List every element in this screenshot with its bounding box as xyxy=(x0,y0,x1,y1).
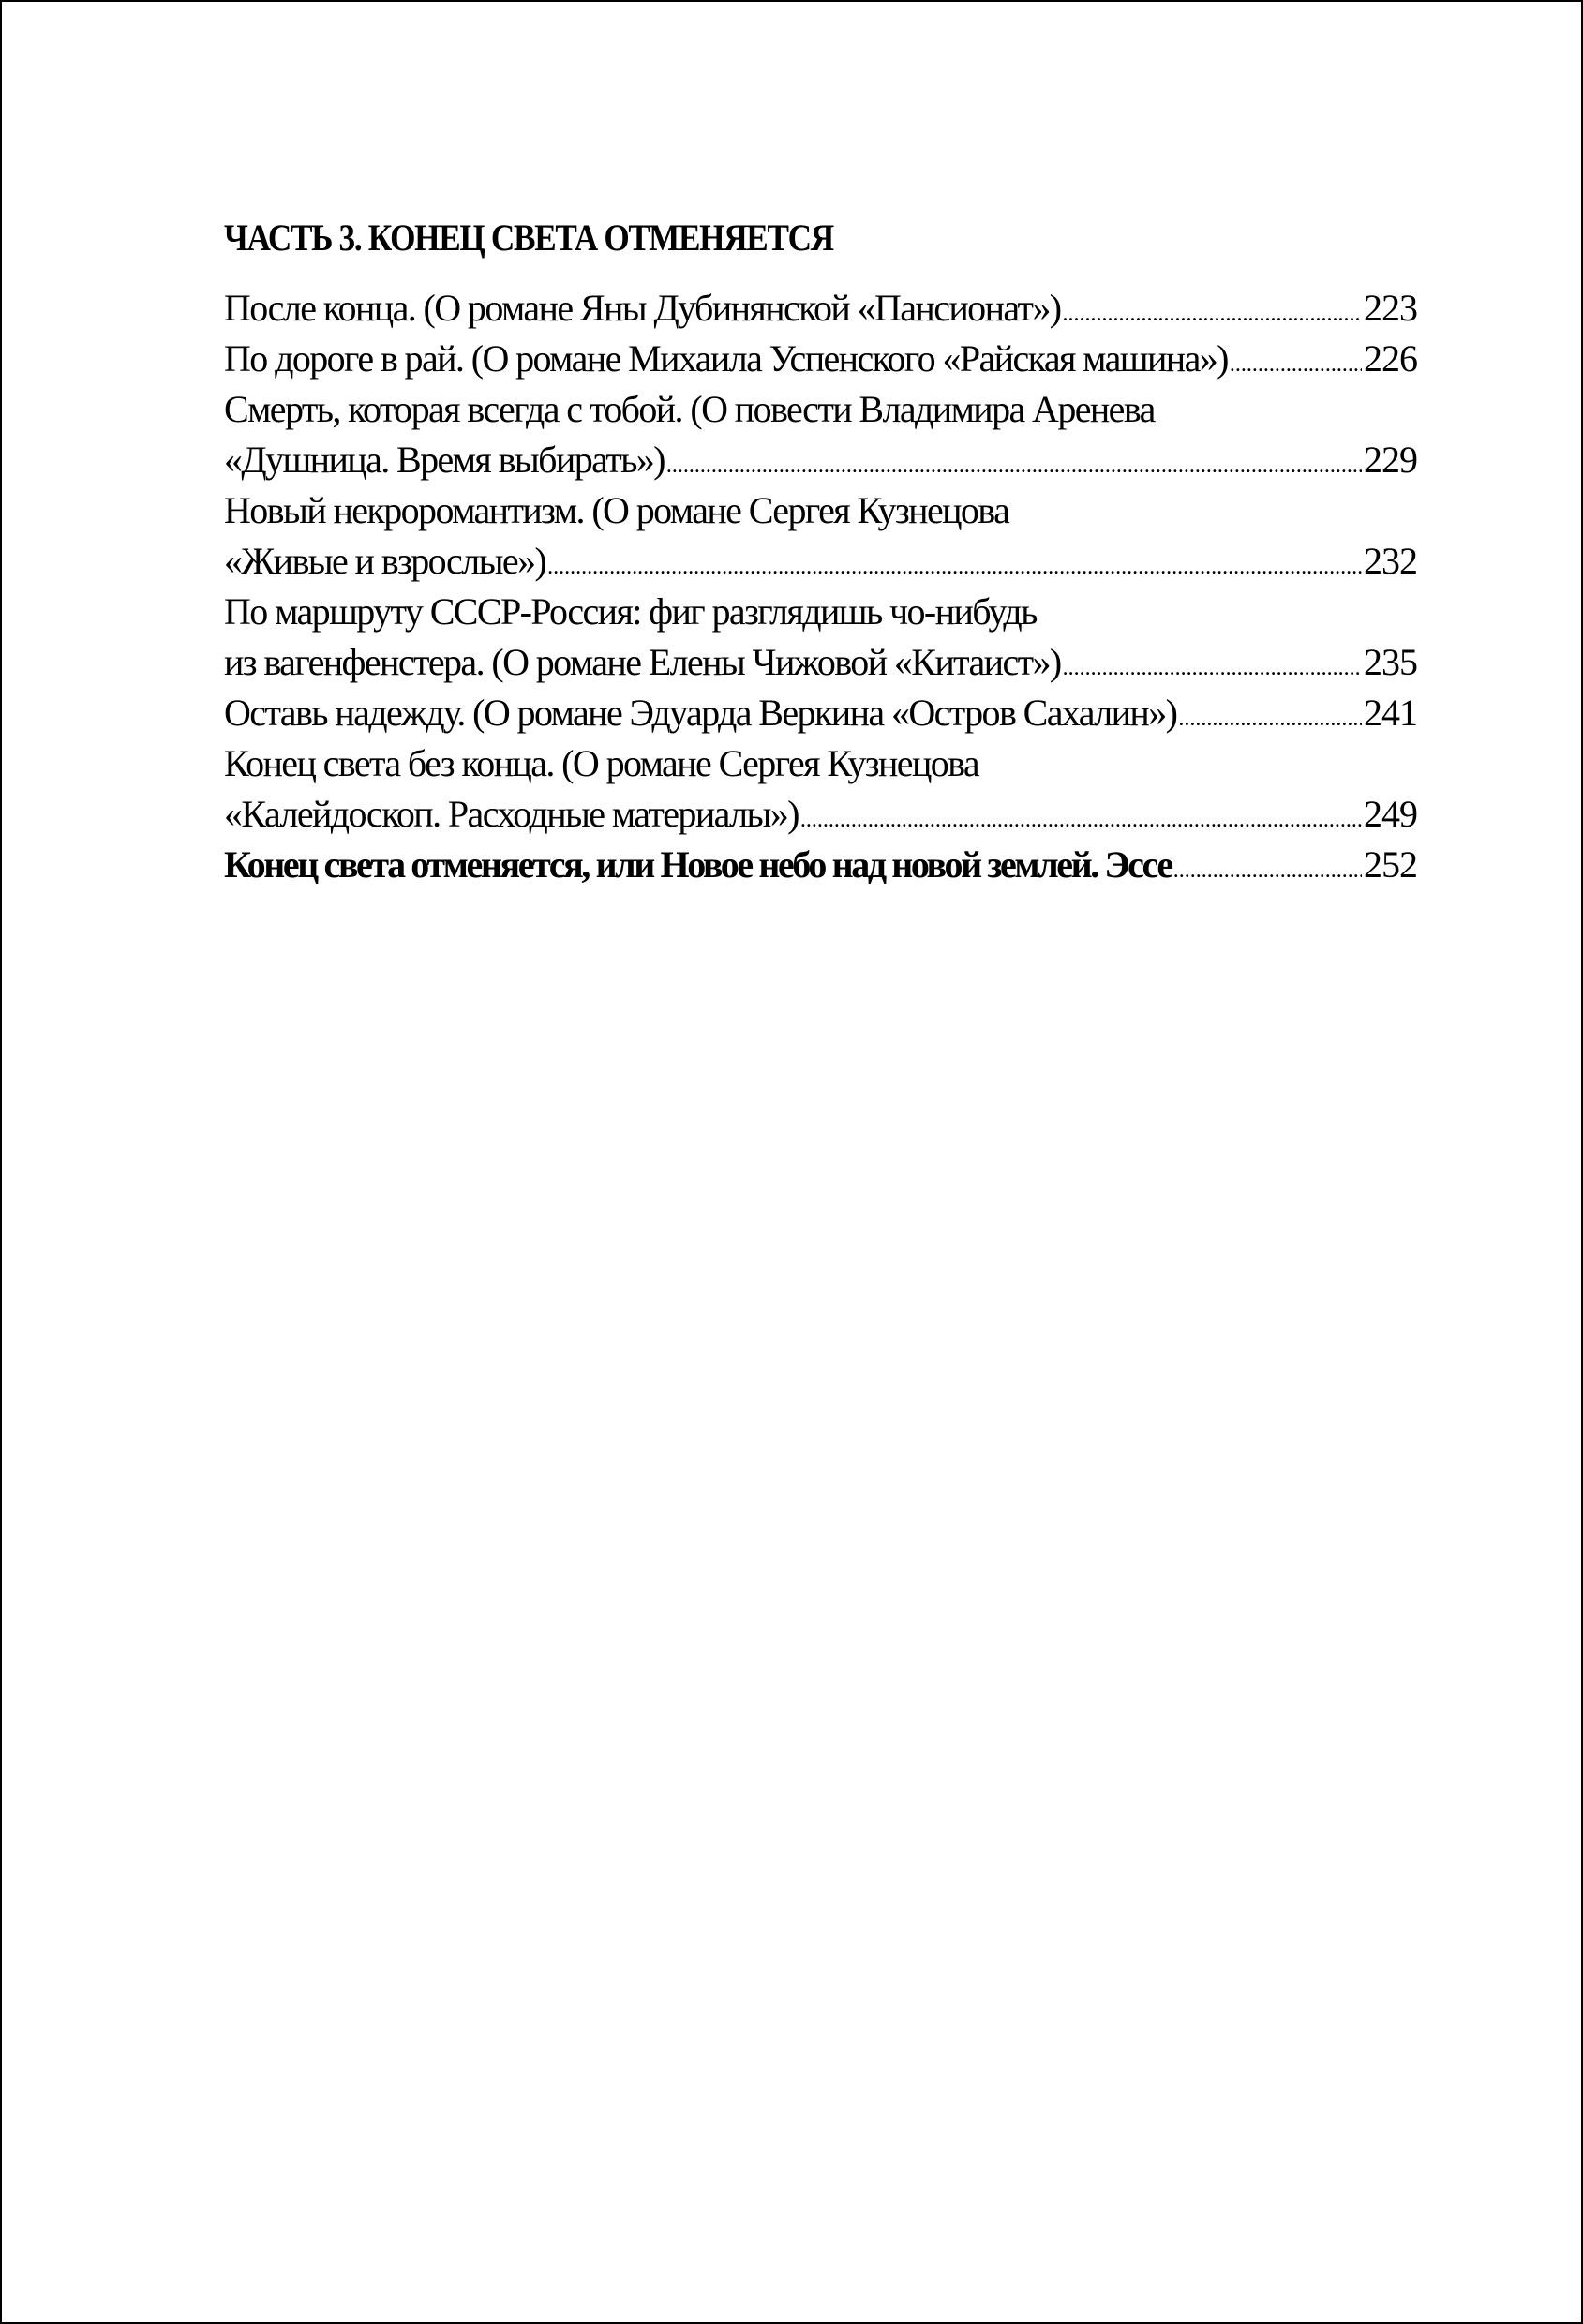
toc-entry-line xyxy=(224,334,1417,384)
dot-leader xyxy=(547,542,1362,592)
toc-entry[interactable] xyxy=(224,738,1417,840)
toc-entry-line xyxy=(224,384,1417,435)
section-heading: ЧАСТЬ 3. КОНЕЦ СВЕТА ОТМЕНЯЕТСЯ xyxy=(224,216,833,259)
toc-entry-line xyxy=(224,738,1417,789)
dot-leader xyxy=(1173,845,1362,896)
toc-entry-title: Конец света без конца. (О романе Сергея Кузнецова xyxy=(224,742,979,784)
dot-leader xyxy=(666,440,1362,491)
toc-entry-essay[interactable] xyxy=(224,840,1417,890)
toc-page-number: 232 xyxy=(1364,540,1417,582)
toc-page-number: 252 xyxy=(1364,843,1417,886)
toc-entry[interactable] xyxy=(224,334,1417,384)
dot-leader xyxy=(1063,643,1362,693)
toc-entry-title-continued: «Живые и взрослые») xyxy=(224,540,546,582)
toc-page-number: 235 xyxy=(1364,641,1417,683)
toc-entry-line xyxy=(224,485,1417,536)
toc-entry-title: По маршруту СССР-Россия: фиг разглядишь чо-нибудь xyxy=(224,590,1037,633)
toc-entry-line xyxy=(224,536,1417,587)
toc-entry-title: Оставь надежду. (О романе Эдуарда Веркина «Остров Сахалин») xyxy=(224,692,1177,734)
toc-entry-title-continued: из вагенфенстера. (О романе Елены Чижовой «Китаист») xyxy=(224,641,1061,683)
toc-entry-line xyxy=(224,283,1417,334)
toc-entry[interactable] xyxy=(224,384,1417,485)
toc-entry-title: Смерть, которая всегда с тобой. (О повести Владимира Аренева xyxy=(224,388,1155,430)
toc-page-number: 229 xyxy=(1364,439,1417,481)
toc-entry-title: Новый некроромантизм. (О романе Сергея Кузнецова xyxy=(224,489,1009,531)
dot-leader xyxy=(1178,693,1362,744)
toc-entry[interactable] xyxy=(224,283,1417,334)
toc-entry-line xyxy=(224,587,1417,637)
toc-page-number: 226 xyxy=(1364,337,1417,380)
dot-leader xyxy=(1230,339,1362,390)
toc-entry-line xyxy=(224,637,1417,688)
toc-entry-title: Конец света отменяется, или Новое небо над новой землей. Эссе xyxy=(224,843,1172,886)
toc-page-number: 223 xyxy=(1364,287,1417,329)
toc-entry-title: После конца. (О романе Яны Дубинянской «Пансионат») xyxy=(224,287,1061,329)
toc-entry-title: По дороге в рай. (О романе Михаила Успенского «Райская машина») xyxy=(224,337,1228,380)
toc-entry-line xyxy=(224,688,1417,738)
toc-page-number: 241 xyxy=(1364,692,1417,734)
dot-leader xyxy=(1063,289,1362,339)
toc-entry-line xyxy=(224,789,1417,840)
toc-page-number: 249 xyxy=(1364,793,1417,835)
toc-entry-title-continued: «Калейдоскоп. Расходные материалы») xyxy=(224,793,799,835)
dot-leader xyxy=(800,795,1362,845)
table-of-contents xyxy=(224,212,1417,890)
toc-entry[interactable] xyxy=(224,688,1417,738)
toc-entry-line xyxy=(224,840,1417,890)
toc-entry-title-continued: «Душница. Время выбирать») xyxy=(224,439,665,481)
toc-entry[interactable] xyxy=(224,485,1417,587)
toc-entry[interactable] xyxy=(224,587,1417,688)
toc-entry-line xyxy=(224,435,1417,485)
